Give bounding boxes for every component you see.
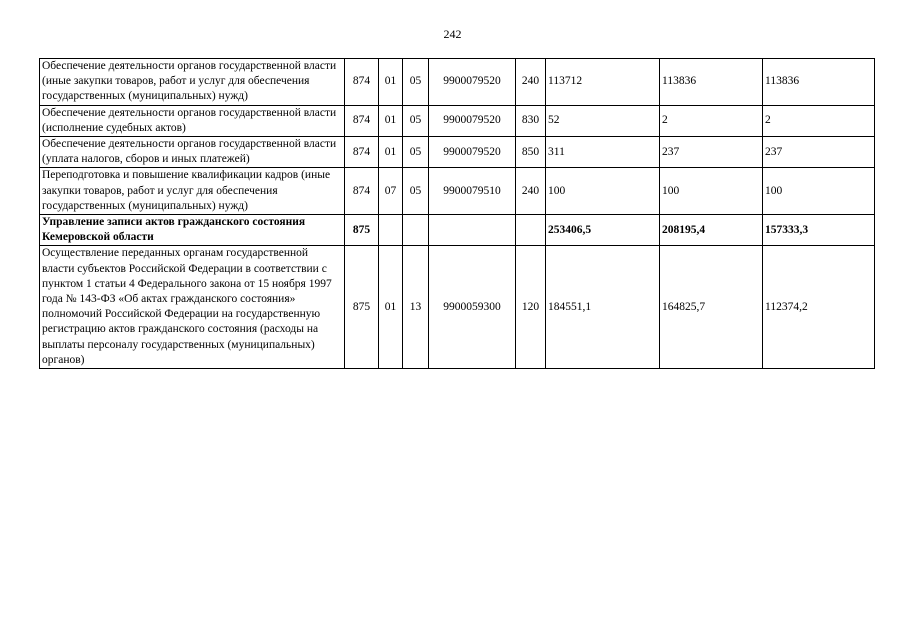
ministry-code: 875 <box>345 215 379 246</box>
ministry-code: 874 <box>345 59 379 106</box>
amount-year-3: 157333,3 <box>763 215 875 246</box>
budget-table <box>39 58 875 369</box>
target-article-code: 9900079510 <box>429 168 516 215</box>
amount-year-2: 237 <box>660 137 763 168</box>
amount-year-1: 113712 <box>546 59 660 106</box>
expense-type-code: 830 <box>516 105 546 136</box>
table-row <box>40 105 875 136</box>
ministry-code: 874 <box>345 105 379 136</box>
table-row-department-total <box>40 215 875 246</box>
amount-year-1: 52 <box>546 105 660 136</box>
expense-type-code: 240 <box>516 168 546 215</box>
amount-year-3: 100 <box>763 168 875 215</box>
section-code: 07 <box>379 168 403 215</box>
department-name: Управление записи актов гражданского состояния Кемеровской области <box>40 215 345 246</box>
expense-name: Переподготовка и повышение квалификации кадров (иные закупки товаров, работ и услуг для обеспечения государственных (муниципальных) нужд) <box>40 168 345 215</box>
section-code: 01 <box>379 105 403 136</box>
expense-type-code <box>516 215 546 246</box>
expense-name: Обеспечение деятельности органов государственной власти (уплата налогов, сборов и иных платежей) <box>40 137 345 168</box>
expense-type-code: 120 <box>516 246 546 369</box>
amount-year-1: 100 <box>546 168 660 215</box>
amount-year-2: 164825,7 <box>660 246 763 369</box>
section-code: 01 <box>379 137 403 168</box>
target-article-code: 9900059300 <box>429 246 516 369</box>
subsection-code: 05 <box>403 59 429 106</box>
amount-year-3: 113836 <box>763 59 875 106</box>
target-article-code: 9900079520 <box>429 105 516 136</box>
table-row <box>40 59 875 106</box>
amount-year-2: 100 <box>660 168 763 215</box>
ministry-code: 875 <box>345 246 379 369</box>
target-article-code: 9900079520 <box>429 59 516 106</box>
expense-name: Обеспечение деятельности органов государственной власти (исполнение судебных актов) <box>40 105 345 136</box>
amount-year-1: 311 <box>546 137 660 168</box>
amount-year-3: 237 <box>763 137 875 168</box>
subsection-code <box>403 215 429 246</box>
expense-name: Обеспечение деятельности органов государственной власти (иные закупки товаров, работ и услуг для обеспечения государственных (муниципальных) нужд) <box>40 59 345 106</box>
amount-year-1: 253406,5 <box>546 215 660 246</box>
amount-year-3: 112374,2 <box>763 246 875 369</box>
section-code: 01 <box>379 246 403 369</box>
page-number: 242 <box>443 27 462 41</box>
amount-year-2: 2 <box>660 105 763 136</box>
ministry-code: 874 <box>345 137 379 168</box>
amount-year-1: 184551,1 <box>546 246 660 369</box>
table-row <box>40 246 875 369</box>
ministry-code: 874 <box>345 168 379 215</box>
subsection-code: 05 <box>403 105 429 136</box>
target-article-code: 9900079520 <box>429 137 516 168</box>
section-code: 01 <box>379 59 403 106</box>
expense-type-code: 240 <box>516 59 546 106</box>
amount-year-3: 2 <box>763 105 875 136</box>
section-code <box>379 215 403 246</box>
amount-year-2: 208195,4 <box>660 215 763 246</box>
amount-year-2: 113836 <box>660 59 763 106</box>
table-row <box>40 168 875 215</box>
target-article-code <box>429 215 516 246</box>
subsection-code: 05 <box>403 137 429 168</box>
expense-name: Осуществление переданных органам государственной власти субъектов Российской Федерации в соответствии с пунктом 1 статьи 4 Федерального закона от 15 ноября 1997 года № 143-ФЗ «Об актах гражданского состояния» полномочий Российской Федерации на государственную регистрацию актов гражданского состояния (расходы на выплаты персоналу государственных (муниципальных) органов) <box>40 246 345 369</box>
subsection-code: 05 <box>403 168 429 215</box>
table-row <box>40 137 875 168</box>
subsection-code: 13 <box>403 246 429 369</box>
expense-type-code: 850 <box>516 137 546 168</box>
